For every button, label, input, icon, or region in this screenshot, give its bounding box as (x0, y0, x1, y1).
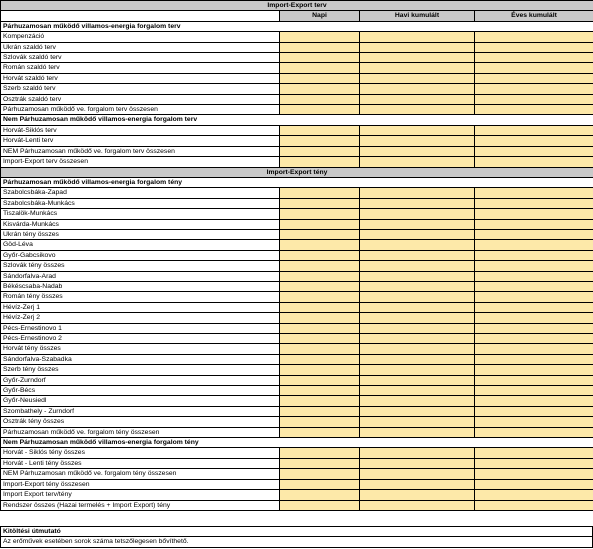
table-row (1, 63, 593, 73)
input-cell-eves[interactable] (475, 500, 593, 510)
row-label: Román szaldó terv (1, 63, 280, 73)
row-label: Kompenzáció (1, 32, 280, 42)
table-row (1, 73, 593, 83)
table-row (1, 469, 593, 479)
input-cell-napi[interactable] (280, 198, 360, 208)
instructions-text: Az erőművek esetében sorok száma tetszőlegesen bővíthető. (1, 537, 593, 547)
input-cell-eves[interactable] (475, 417, 593, 427)
row-label: Sándorfalva-Arad (1, 271, 280, 281)
input-cell-havi[interactable] (360, 146, 475, 156)
input-cell-eves[interactable] (475, 198, 593, 208)
row-label: Szlovák tény összes (1, 261, 280, 271)
input-cell-napi[interactable] (280, 229, 360, 239)
table-row (1, 250, 593, 260)
input-cell-napi[interactable] (280, 281, 360, 291)
input-cell-havi[interactable] (360, 32, 475, 42)
row-label: Horvát-Lenti terv (1, 136, 280, 146)
table-row (1, 313, 593, 323)
row-label: Sándorfalva-Szabadka (1, 354, 280, 364)
input-cell-havi[interactable] (360, 302, 475, 312)
row-label: Tiszalök-Munkács (1, 209, 280, 219)
section-header: Párhuzamosan működő villamos-energia forgalom terv (1, 21, 593, 31)
row-label: Hévíz-Zerj 2 (1, 313, 280, 323)
row-label: Göd-Léva (1, 240, 280, 250)
table-row (1, 157, 593, 167)
row-label: Szlovák szaldó terv (1, 53, 280, 63)
input-cell-eves[interactable] (475, 354, 593, 364)
table-row (1, 292, 593, 302)
row-label: Kisvárda-Munkács (1, 219, 280, 229)
table-row (1, 479, 593, 489)
table-row (1, 344, 593, 354)
row-label: Szabolcsbáka-Munkács (1, 198, 280, 208)
input-cell-napi[interactable] (280, 479, 360, 489)
input-cell-eves[interactable] (475, 406, 593, 416)
input-cell-eves[interactable] (475, 386, 593, 396)
input-cell-napi[interactable] (280, 42, 360, 52)
row-label: Győr-Neusiedl (1, 396, 280, 406)
table-row (1, 229, 593, 239)
input-cell-eves[interactable] (475, 313, 593, 323)
input-cell-napi[interactable] (280, 490, 360, 500)
input-cell-eves[interactable] (475, 63, 593, 73)
column-header-eves: Éves kumulált (475, 11, 593, 21)
table-row (1, 375, 593, 385)
input-cell-napi[interactable] (280, 271, 360, 281)
input-cell-eves[interactable] (475, 125, 593, 135)
row-label: Horvát szaldó terv (1, 73, 280, 83)
input-cell-havi[interactable] (360, 417, 475, 427)
input-cell-havi[interactable] (360, 448, 475, 458)
input-cell-eves[interactable] (475, 105, 593, 115)
row-label: Szerb szaldó terv (1, 84, 280, 94)
input-cell-eves[interactable] (475, 302, 593, 312)
input-cell-havi[interactable] (360, 406, 475, 416)
row-label: Import Export terv/tény (1, 490, 280, 500)
row-label: Horvát tény összes (1, 344, 280, 354)
input-cell-napi[interactable] (280, 53, 360, 63)
input-cell-napi[interactable] (280, 417, 360, 427)
input-cell-napi[interactable] (280, 302, 360, 312)
input-cell-eves[interactable] (475, 490, 593, 500)
table-row (1, 427, 593, 437)
input-cell-napi[interactable] (280, 136, 360, 146)
input-cell-napi[interactable] (280, 94, 360, 104)
input-cell-eves[interactable] (475, 427, 593, 437)
row-label: Pécs-Ernestinovo 2 (1, 334, 280, 344)
input-cell-napi[interactable] (280, 448, 360, 458)
row-label: Győr-Zurndorf (1, 375, 280, 385)
input-cell-napi[interactable] (280, 458, 360, 468)
input-cell-havi[interactable] (360, 354, 475, 364)
input-cell-eves[interactable] (475, 42, 593, 52)
table-row (1, 281, 593, 291)
row-label: Rendszer összes (Hazai termelés + Import Export) tény (1, 500, 280, 510)
input-cell-havi[interactable] (360, 73, 475, 83)
input-cell-eves[interactable] (475, 261, 593, 271)
input-cell-havi[interactable] (360, 292, 475, 302)
input-cell-eves[interactable] (475, 209, 593, 219)
input-cell-napi[interactable] (280, 261, 360, 271)
instructions-title: Kitöltési útmutató (1, 527, 593, 537)
table-row (1, 42, 593, 52)
input-cell-napi[interactable] (280, 292, 360, 302)
input-cell-eves[interactable] (475, 32, 593, 42)
input-cell-havi[interactable] (360, 281, 475, 291)
table-row (1, 490, 593, 500)
input-cell-eves[interactable] (475, 84, 593, 94)
row-label: Párhuzamosan működő ve. forgalom tény összesen (1, 427, 280, 437)
table-row (1, 458, 593, 468)
input-cell-napi[interactable] (280, 32, 360, 42)
table-title: Import-Export terv (1, 1, 593, 11)
input-cell-havi[interactable] (360, 188, 475, 198)
table-row (1, 386, 593, 396)
row-label: NEM Párhuzamosan működő ve. forgalom tény összesen (1, 469, 280, 479)
table-row (1, 240, 593, 250)
table-row (1, 261, 593, 271)
row-label: Ukrán tény összes (1, 229, 280, 239)
input-cell-havi[interactable] (360, 250, 475, 260)
input-cell-napi[interactable] (280, 406, 360, 416)
input-cell-havi[interactable] (360, 365, 475, 375)
input-cell-havi[interactable] (360, 229, 475, 239)
input-cell-havi[interactable] (360, 136, 475, 146)
row-label: Horvát - Siklós tény összes (1, 448, 280, 458)
input-cell-havi[interactable] (360, 209, 475, 219)
table-row (1, 146, 593, 156)
input-cell-havi[interactable] (360, 84, 475, 94)
table-row (1, 417, 593, 427)
row-label: Osztrák tény összes (1, 417, 280, 427)
input-cell-eves[interactable] (475, 53, 593, 63)
row-label: Szombathely - Zurndorf (1, 406, 280, 416)
table-row (1, 396, 593, 406)
table-row (1, 271, 593, 281)
input-cell-havi[interactable] (360, 490, 475, 500)
input-cell-havi[interactable] (360, 157, 475, 167)
table-row (1, 105, 593, 115)
row-label: Szabolcsbáka-Zapad (1, 188, 280, 198)
row-label: Horvát-Siklós terv (1, 125, 280, 135)
table-row (1, 334, 593, 344)
column-header-napi: Napi (280, 11, 360, 21)
input-cell-eves[interactable] (475, 188, 593, 198)
input-cell-eves[interactable] (475, 250, 593, 260)
table-row (1, 32, 593, 42)
header-blank (1, 11, 280, 21)
input-cell-napi[interactable] (280, 157, 360, 167)
input-cell-havi[interactable] (360, 334, 475, 344)
input-cell-havi[interactable] (360, 42, 475, 52)
input-cell-havi[interactable] (360, 53, 475, 63)
input-cell-napi[interactable] (280, 427, 360, 437)
input-cell-eves[interactable] (475, 157, 593, 167)
table-row (1, 302, 593, 312)
input-cell-eves[interactable] (475, 94, 593, 104)
input-cell-havi[interactable] (360, 271, 475, 281)
table-row (1, 198, 593, 208)
input-cell-havi[interactable] (360, 479, 475, 489)
input-cell-eves[interactable] (475, 334, 593, 344)
table-row (1, 53, 593, 63)
input-cell-havi[interactable] (360, 500, 475, 510)
table-row (1, 365, 593, 375)
input-cell-havi[interactable] (360, 94, 475, 104)
row-label: Osztrák szaldó terv (1, 94, 280, 104)
table-row (1, 354, 593, 364)
input-cell-havi[interactable] (360, 63, 475, 73)
section-header: Nem Párhuzamosan működő villamos-energia forgalom tény (1, 438, 593, 448)
table-row (1, 188, 593, 198)
input-cell-eves[interactable] (475, 271, 593, 281)
row-label: Győr-Gabcsikovo (1, 250, 280, 260)
input-cell-havi[interactable] (360, 396, 475, 406)
input-cell-havi[interactable] (360, 427, 475, 437)
input-cell-havi[interactable] (360, 458, 475, 468)
input-cell-eves[interactable] (475, 136, 593, 146)
input-cell-havi[interactable] (360, 313, 475, 323)
row-label: Ukrán szaldó terv (1, 42, 280, 52)
table-row (1, 448, 593, 458)
input-cell-napi[interactable] (280, 209, 360, 219)
input-cell-napi[interactable] (280, 354, 360, 364)
section-header: Nem Párhuzamosan működő villamos-energia forgalom terv (1, 115, 593, 125)
band-title: Import-Export tény (1, 167, 593, 177)
input-cell-napi[interactable] (280, 84, 360, 94)
input-cell-napi[interactable] (280, 334, 360, 344)
table-row (1, 84, 593, 94)
input-cell-eves[interactable] (475, 396, 593, 406)
row-label: Pécs-Ernestinovo 1 (1, 323, 280, 333)
input-cell-eves[interactable] (475, 375, 593, 385)
row-label: Hévíz-Zerj 1 (1, 302, 280, 312)
input-cell-eves[interactable] (475, 479, 593, 489)
row-label: Import-Export terv összesen (1, 157, 280, 167)
input-cell-napi[interactable] (280, 344, 360, 354)
row-label: Horvát - Lenti tény összes (1, 458, 280, 468)
input-cell-napi[interactable] (280, 125, 360, 135)
input-cell-napi[interactable] (280, 240, 360, 250)
input-cell-havi[interactable] (360, 240, 475, 250)
input-cell-napi[interactable] (280, 250, 360, 260)
input-cell-napi[interactable] (280, 323, 360, 333)
table-row (1, 94, 593, 104)
table-row (1, 136, 593, 146)
row-label: Szerb tény összes (1, 365, 280, 375)
input-cell-havi[interactable] (360, 261, 475, 271)
input-cell-havi[interactable] (360, 469, 475, 479)
row-label: Győr-Bécs (1, 386, 280, 396)
input-cell-havi[interactable] (360, 323, 475, 333)
input-cell-havi[interactable] (360, 105, 475, 115)
input-cell-eves[interactable] (475, 469, 593, 479)
row-label: Román tény összes (1, 292, 280, 302)
row-label: NEM Párhuzamosan működő ve. forgalom terv összesen (1, 146, 280, 156)
input-cell-napi[interactable] (280, 386, 360, 396)
input-cell-napi[interactable] (280, 500, 360, 510)
input-cell-napi[interactable] (280, 365, 360, 375)
column-header-havi: Havi kumulált (360, 11, 475, 21)
input-cell-havi[interactable] (360, 375, 475, 385)
input-cell-napi[interactable] (280, 105, 360, 115)
input-cell-napi[interactable] (280, 146, 360, 156)
input-cell-eves[interactable] (475, 323, 593, 333)
input-cell-havi[interactable] (360, 198, 475, 208)
input-cell-napi[interactable] (280, 188, 360, 198)
input-cell-havi[interactable] (360, 344, 475, 354)
table-row (1, 209, 593, 219)
input-cell-eves[interactable] (475, 292, 593, 302)
instructions-box (0, 526, 593, 548)
input-cell-eves[interactable] (475, 365, 593, 375)
input-cell-napi[interactable] (280, 63, 360, 73)
table-row (1, 323, 593, 333)
row-label: Békéscsaba-Nadab (1, 281, 280, 291)
input-cell-eves[interactable] (475, 146, 593, 156)
table-row (1, 125, 593, 135)
table-row (1, 500, 593, 510)
input-cell-napi[interactable] (280, 469, 360, 479)
row-label: Párhuzamosan működő ve. forgalom terv összesen (1, 105, 280, 115)
input-cell-havi[interactable] (360, 386, 475, 396)
input-cell-eves[interactable] (475, 73, 593, 83)
input-cell-napi[interactable] (280, 313, 360, 323)
table-row (1, 219, 593, 229)
input-cell-eves[interactable] (475, 229, 593, 239)
input-cell-eves[interactable] (475, 219, 593, 229)
input-cell-eves[interactable] (475, 281, 593, 291)
row-label: Import-Export tény összesen (1, 479, 280, 489)
input-cell-eves[interactable] (475, 344, 593, 354)
input-cell-napi[interactable] (280, 73, 360, 83)
input-cell-napi[interactable] (280, 375, 360, 385)
input-cell-eves[interactable] (475, 448, 593, 458)
section-header: Párhuzamosan működő villamos-energia forgalom tény (1, 177, 593, 187)
input-cell-eves[interactable] (475, 458, 593, 468)
input-cell-napi[interactable] (280, 396, 360, 406)
input-cell-havi[interactable] (360, 125, 475, 135)
input-cell-napi[interactable] (280, 219, 360, 229)
input-cell-eves[interactable] (475, 240, 593, 250)
input-cell-havi[interactable] (360, 219, 475, 229)
table-row (1, 406, 593, 416)
